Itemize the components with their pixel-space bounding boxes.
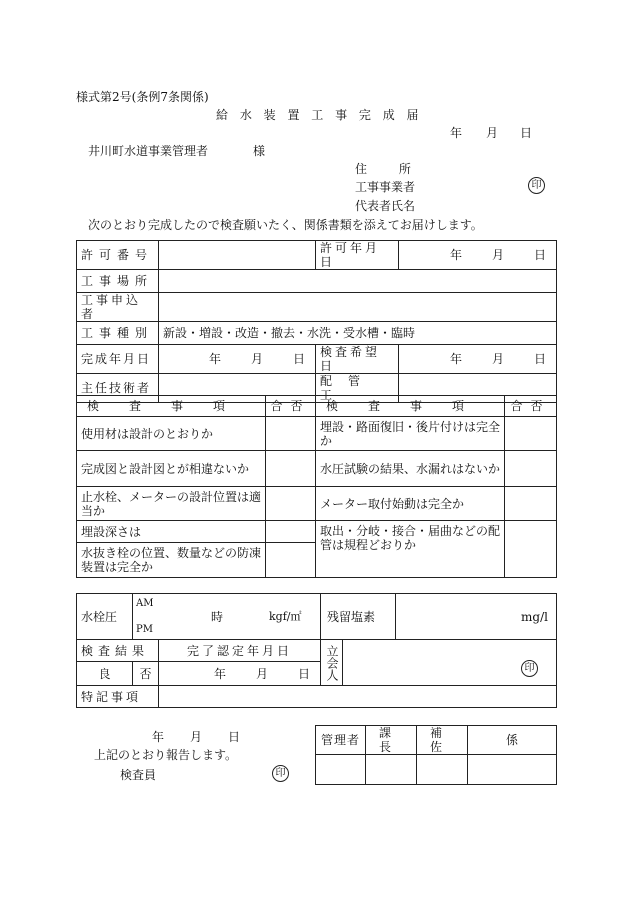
table-row [316, 726, 557, 755]
report-text: 上記のとおり報告します。 [94, 748, 238, 762]
approval-assistant-header: 補佐 [417, 726, 468, 755]
month-label: 月 [250, 352, 263, 366]
seal-icon: 印 [521, 660, 538, 677]
month-label: 月 [491, 352, 504, 366]
water-pressure-field[interactable] [133, 594, 321, 640]
year-label: 年 [449, 352, 462, 366]
approval-cell[interactable] [417, 755, 468, 785]
header-date-month: 月 [486, 126, 499, 140]
header-date-day: 日 [520, 126, 533, 140]
table-row [77, 686, 557, 708]
table-row [77, 521, 557, 543]
inspection-item: 水圧試験の結果、水漏れはないか [316, 451, 505, 487]
table-row [77, 345, 557, 374]
chlorine-field[interactable] [321, 594, 557, 640]
table-row [77, 417, 557, 451]
honorific: 様 [253, 144, 266, 158]
intro-text: 次のとおり完成したので検査願いたく、関係書類を添えてお届けします。 [88, 218, 483, 232]
pm-label: PM [136, 624, 153, 635]
chief-engineer-label: 主任技術者 [77, 374, 159, 403]
hour-label: 時 [211, 610, 224, 624]
plumber-label: 配管工 [316, 374, 399, 403]
result-cell[interactable] [505, 417, 557, 451]
fail-label[interactable]: 否 [133, 662, 159, 686]
table-row [77, 640, 557, 662]
approval-cell[interactable] [366, 755, 417, 785]
approval-cell[interactable] [316, 755, 366, 785]
type-options[interactable]: 新設・増設・改造・撤去・水洗・受水槽・臨時 [159, 322, 557, 345]
chlorine-unit: mg/l [521, 610, 548, 624]
left-item-header: 検査事項 [77, 396, 266, 417]
day-label: 日 [533, 248, 546, 262]
pressure-unit: kgf/㎡ [269, 610, 302, 623]
day-label: 日 [533, 352, 546, 366]
approval-chief-header: 課長 [366, 726, 417, 755]
pass-label[interactable]: 良 [77, 662, 133, 686]
table-row [77, 322, 557, 345]
footer-year: 年 [152, 730, 165, 744]
table-row [77, 451, 557, 487]
left-result-header: 合否 [266, 396, 316, 417]
inspection-items-table [76, 395, 557, 578]
completion-date-label: 完了認定年月日 [159, 640, 321, 662]
inspection-result-label: 検査結果 [77, 640, 159, 662]
inspection-request-field[interactable] [399, 345, 557, 374]
seal-icon: 印 [528, 177, 545, 194]
am-label: AM [136, 598, 154, 609]
addressee: 井川町水道事業管理者 [88, 144, 209, 158]
form-number: 様式第2号(条例7条関係) [76, 90, 209, 104]
chlorine-label: 残留塩素 [327, 610, 376, 624]
right-result-header: 合否 [505, 396, 557, 417]
result-cell[interactable] [266, 487, 316, 521]
completion-date-field[interactable] [159, 345, 316, 374]
type-label: 工事種別 [77, 322, 159, 345]
water-pressure-label: 水栓圧 [77, 594, 133, 640]
year-label: 年 [213, 666, 226, 681]
inspection-item: メーター取付始動は完全か [316, 487, 505, 521]
inspection-item: 取出・分岐・接合・届曲などの配管は規程どおりか [316, 521, 505, 578]
month-label: 月 [491, 248, 504, 262]
witness-label: 立会人 [321, 640, 343, 686]
applicant-field[interactable] [159, 293, 557, 322]
result-cell[interactable] [266, 417, 316, 451]
seal-icon: 印 [272, 765, 289, 782]
table-row [77, 293, 557, 322]
witness-field[interactable] [343, 640, 557, 686]
divider [395, 594, 396, 640]
inspection-item: 埋設・路面復旧・後片付けは完全か [316, 417, 505, 451]
completion-date-label: 完成年月日 [77, 345, 159, 374]
remarks-label: 特記事項 [77, 686, 159, 708]
inspection-request-label: 検査希望日 [316, 345, 399, 374]
table-row [77, 594, 557, 640]
day-label: 日 [292, 352, 305, 366]
completion-date-field[interactable] [159, 662, 321, 686]
result-cell[interactable] [505, 487, 557, 521]
table-row [77, 270, 557, 293]
month-label: 月 [255, 666, 268, 681]
remarks-field[interactable] [159, 686, 557, 708]
inspection-item: 水抜き栓の位置、数量などの防凍装置は完全か [77, 543, 266, 578]
result-cell[interactable] [266, 451, 316, 487]
permit-number-field[interactable] [159, 241, 316, 270]
approval-staff-header: 係 [468, 726, 557, 755]
year-label: 年 [208, 352, 221, 366]
table-row [77, 396, 557, 417]
permit-date-field[interactable] [399, 241, 557, 270]
result-cell[interactable] [266, 521, 316, 543]
representative-label: 代表者氏名 [355, 199, 416, 213]
table-row [77, 487, 557, 521]
result-cell[interactable] [505, 521, 557, 578]
approval-cell[interactable] [468, 755, 557, 785]
application-table [76, 240, 557, 403]
header-date-year: 年 [450, 126, 463, 140]
inspection-item: 使用材は設計のとおりか [77, 417, 266, 451]
contractor-label: 工事事業者 [355, 180, 416, 194]
permit-number-label: 許可番号 [77, 241, 159, 270]
approval-table [315, 725, 557, 785]
footer-month: 月 [190, 730, 203, 744]
footer-day: 日 [228, 730, 241, 744]
page-title: 給 水 装 置 工 事 完 成 届 [216, 108, 423, 122]
year-label: 年 [449, 248, 462, 262]
inspection-item: 埋設深さは [77, 521, 266, 543]
inspection-result-table [76, 593, 557, 708]
table-row [316, 755, 557, 785]
result-cell[interactable] [266, 543, 316, 578]
right-item-header: 検査事項 [316, 396, 505, 417]
inspector-label: 検査員 [120, 768, 157, 782]
inspection-item: 止水栓、メーターの設計位置は適当か [77, 487, 266, 521]
result-cell[interactable] [505, 451, 557, 487]
approval-manager-header: 管理者 [316, 726, 366, 755]
site-field[interactable] [159, 270, 557, 293]
applicant-label: 工事申込者 [77, 293, 159, 322]
permit-date-label: 許可年月日 [316, 241, 399, 270]
inspection-item: 完成図と設計図とが相違ないか [77, 451, 266, 487]
table-row [77, 241, 557, 270]
address-label: 住 所 [355, 162, 425, 176]
day-label: 日 [297, 666, 310, 681]
site-label: 工事場所 [77, 270, 159, 293]
